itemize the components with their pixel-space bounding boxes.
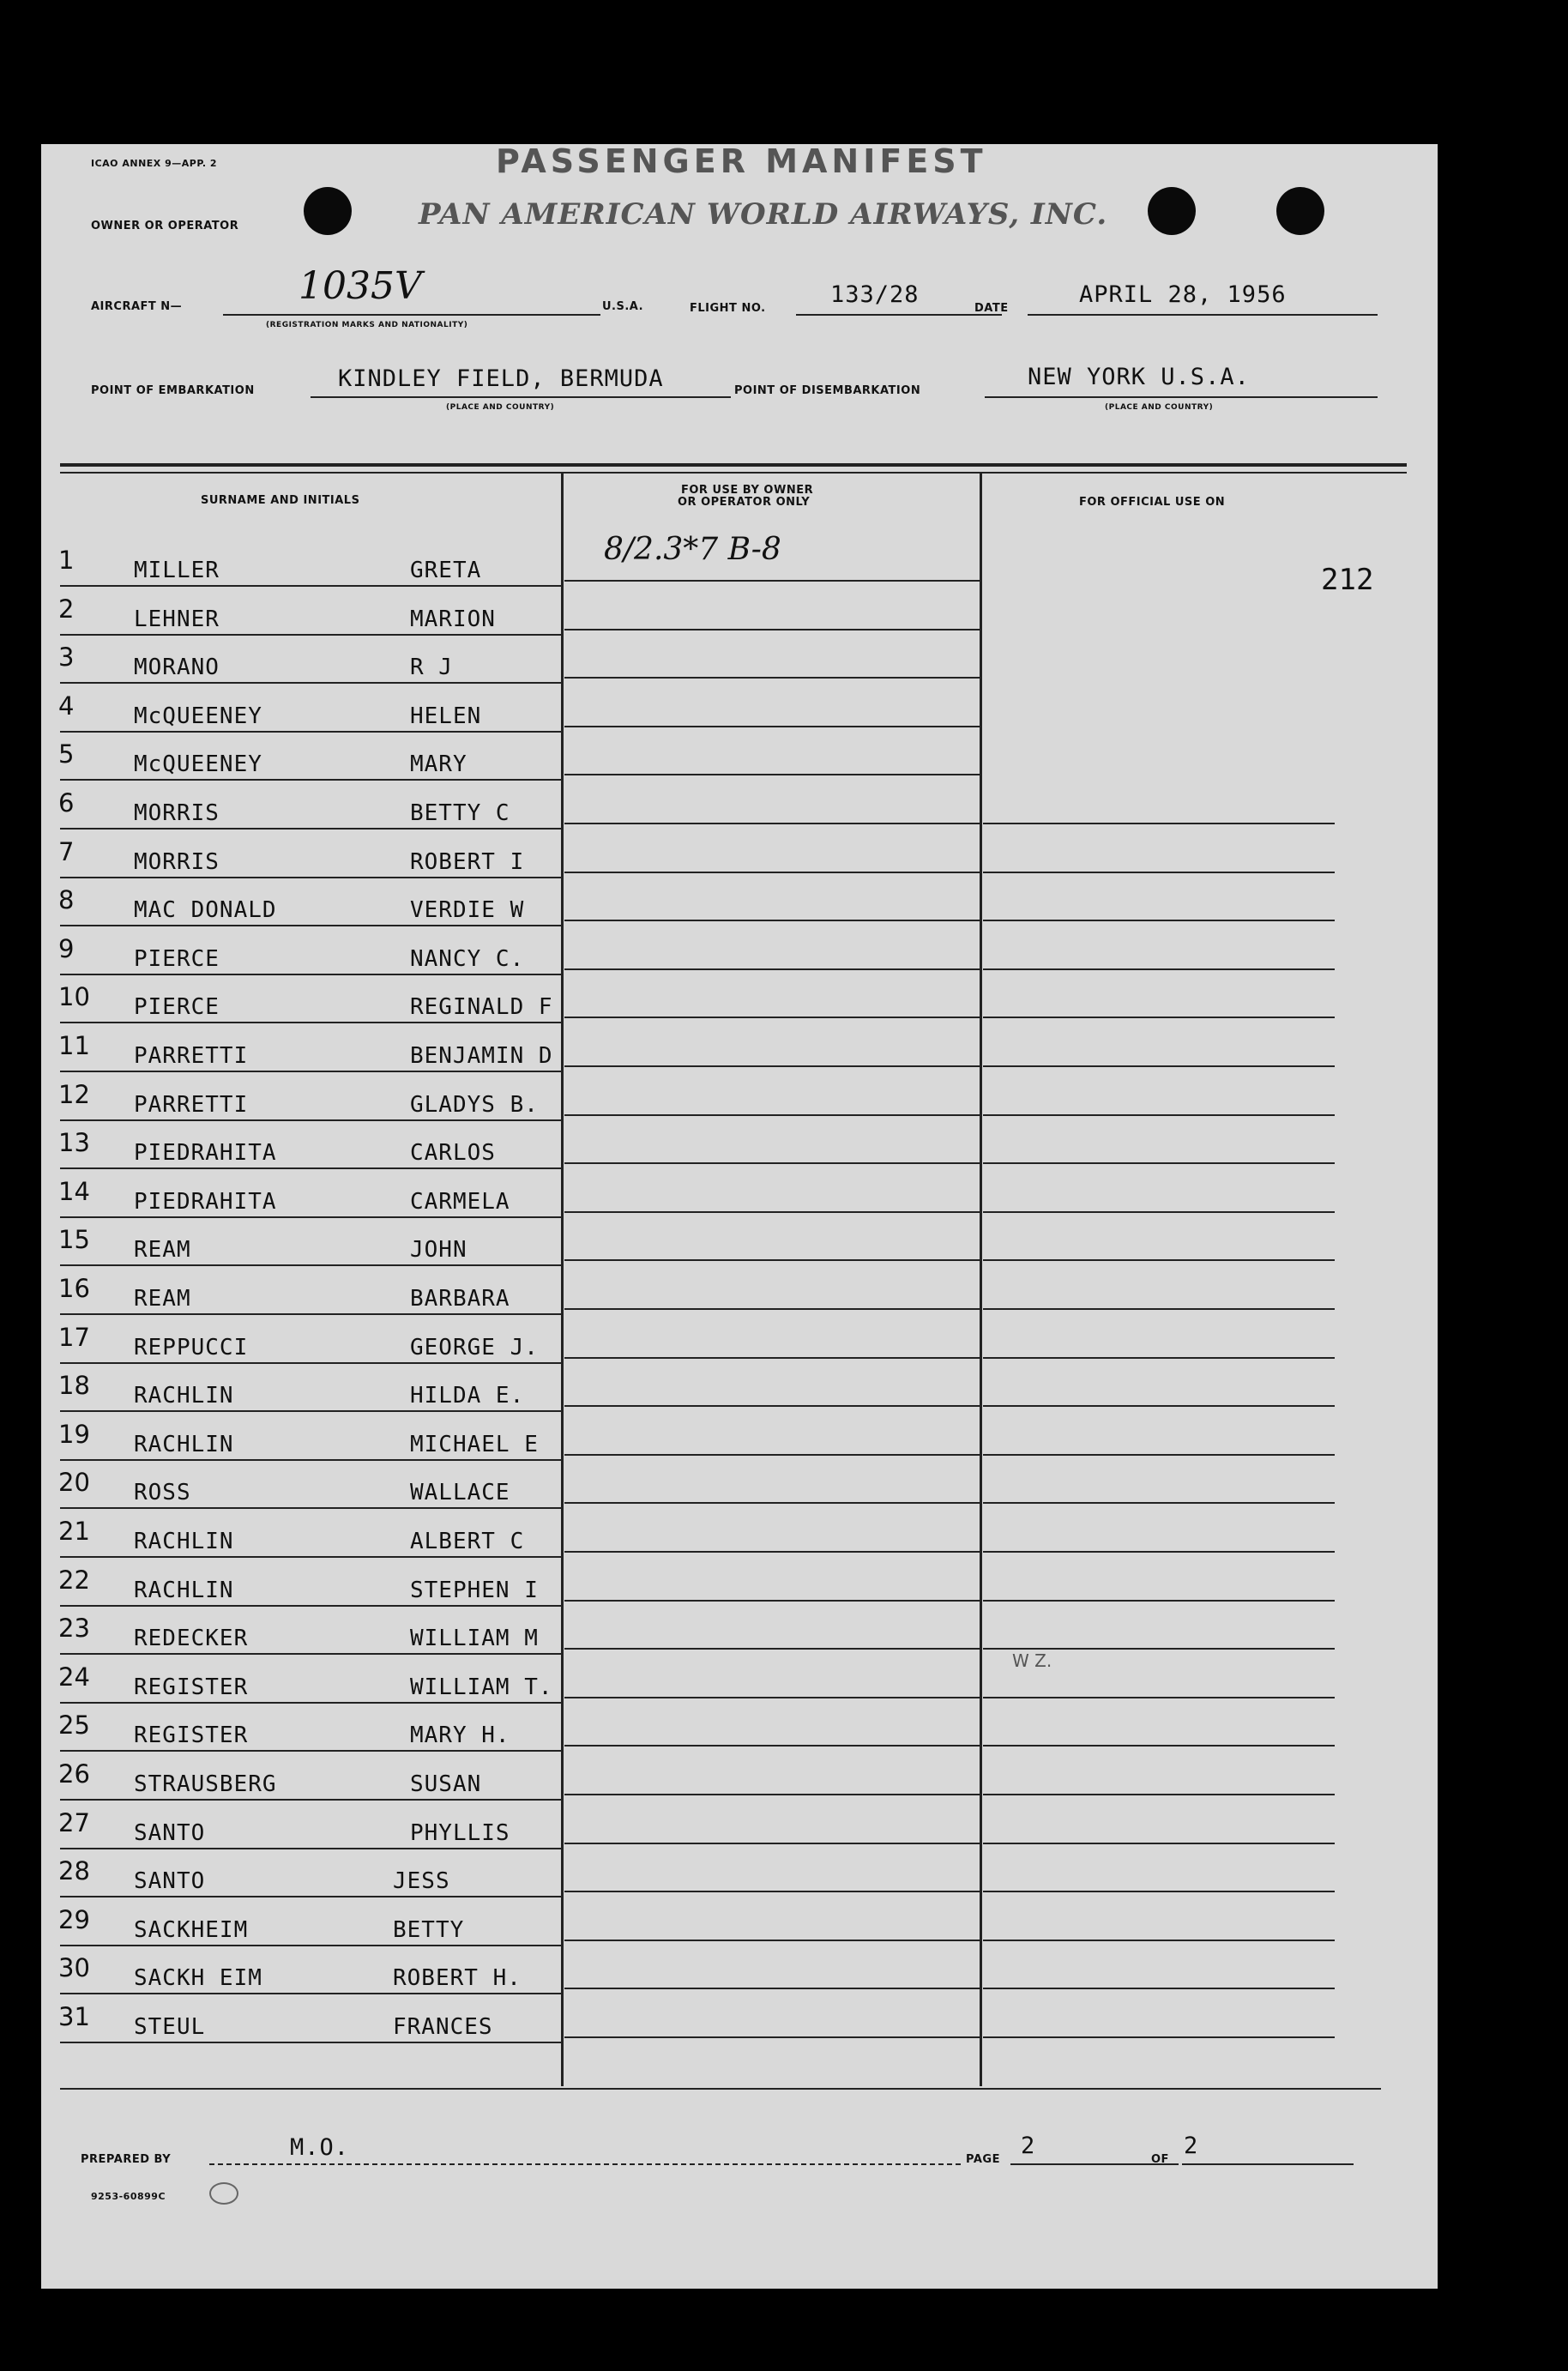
passenger-given-name: NANCY C. xyxy=(410,946,525,972)
passenger-given-name: WILLIAM M xyxy=(410,1626,539,1651)
passenger-surname: SANTO xyxy=(134,1868,206,1894)
row-rule-official xyxy=(983,1648,1335,1650)
row-rule-official xyxy=(983,1843,1335,1844)
row-number: 28 xyxy=(58,1856,90,1885)
passenger-given-name: HILDA E. xyxy=(410,1383,525,1409)
passenger-given-name: SUSAN xyxy=(410,1771,482,1797)
row-rule-owner xyxy=(564,2036,980,2038)
flight-value: 133/28 xyxy=(830,281,920,308)
row-rule-names xyxy=(60,1362,563,1364)
disembarkation-sublabel: (PLACE AND COUNTRY) xyxy=(1105,403,1214,412)
passenger-given-name: WALLACE xyxy=(410,1480,510,1505)
passenger-given-name: ROBERT I xyxy=(410,849,525,875)
row-rule-owner xyxy=(564,774,980,775)
passenger-surname: MORRIS xyxy=(134,849,220,875)
row-rule-official xyxy=(983,1405,1335,1407)
owner-label: OWNER OR OPERATOR xyxy=(91,220,239,232)
row-rule-official xyxy=(983,1017,1335,1018)
column-owner-use-header-2: OR OPERATOR ONLY xyxy=(678,496,811,509)
passenger-surname: STEUL xyxy=(134,2014,206,2040)
row-rule-official xyxy=(983,1114,1335,1116)
row-number: 26 xyxy=(58,1759,90,1789)
row-rule-owner xyxy=(564,872,980,873)
row-number: 6 xyxy=(58,788,75,817)
row-number: 10 xyxy=(58,982,90,1011)
passenger-surname: MORANO xyxy=(134,655,220,680)
row-rule-official xyxy=(983,1697,1335,1698)
of-value: 2 xyxy=(1184,2133,1199,2159)
row-number: 14 xyxy=(58,1177,90,1206)
passenger-surname: MILLER xyxy=(134,558,220,583)
date-value: APRIL 28, 1956 xyxy=(1079,281,1287,308)
aircraft-sublabel: (REGISTRATION MARKS AND NATIONALITY) xyxy=(266,321,468,329)
row-number: 7 xyxy=(58,837,75,866)
row-rule-owner xyxy=(564,968,980,970)
row-rule-names xyxy=(60,585,563,587)
passenger-given-name: CARMELA xyxy=(410,1189,510,1215)
column-official-header: FOR OFFICIAL USE ON xyxy=(1079,496,1226,509)
passenger-surname: MORRIS xyxy=(134,800,220,826)
row-number: 13 xyxy=(58,1128,90,1157)
row-rule-names xyxy=(60,1167,563,1169)
row-rule-owner xyxy=(564,629,980,630)
flight-label: FLIGHT NO. xyxy=(690,302,766,315)
passenger-surname: RACHLIN xyxy=(134,1529,234,1554)
row-rule-owner xyxy=(564,580,980,582)
row-rule-names xyxy=(60,1653,563,1655)
passenger-surname: PARRETTI xyxy=(134,1043,249,1069)
owner-value: PAN AMERICAN WORLD AIRWAYS, INC. xyxy=(419,197,1108,232)
owner-handwritten-note: 8/2.3*7 B-8 xyxy=(604,532,781,567)
row-rule-owner xyxy=(564,1211,980,1213)
row-rule-official xyxy=(983,1745,1335,1747)
row-rule-names xyxy=(60,779,563,781)
punch-hole xyxy=(304,187,352,235)
date-underline xyxy=(1028,314,1378,316)
row-rule-owner xyxy=(564,1988,980,1989)
icao-reference: ICAO ANNEX 9—APP. 2 xyxy=(91,158,218,169)
passenger-surname: REAM xyxy=(134,1286,191,1312)
row-rule-names xyxy=(60,1750,563,1752)
row-rule-official xyxy=(983,1600,1335,1602)
passenger-given-name: REGINALD F xyxy=(410,994,553,1020)
row-number: 27 xyxy=(58,1808,90,1837)
row-number: 5 xyxy=(58,739,75,769)
row-rule-owner xyxy=(564,1454,980,1456)
embarkation-label: POINT OF EMBARKATION xyxy=(91,384,255,397)
passenger-given-name: FRANCES xyxy=(393,2014,493,2040)
row-rule-owner xyxy=(564,1551,980,1553)
row-rule-official xyxy=(983,1454,1335,1456)
row-rule-names xyxy=(60,634,563,636)
passenger-given-name: BETTY xyxy=(393,1917,465,1943)
row-rule-names xyxy=(60,1945,563,1946)
passenger-surname: PIERCE xyxy=(134,994,220,1020)
passenger-given-name: BENJAMIN D xyxy=(410,1043,553,1069)
flight-underline xyxy=(796,314,1002,316)
row-rule-names xyxy=(60,925,563,926)
column-divider-2 xyxy=(980,474,982,2086)
row-number: 23 xyxy=(58,1614,90,1643)
row-number: 4 xyxy=(58,691,75,721)
row-rule-official xyxy=(983,1357,1335,1359)
row-number: 18 xyxy=(58,1371,90,1400)
row-number: 12 xyxy=(58,1080,90,1109)
row-rule-owner xyxy=(564,823,980,824)
row-rule-names xyxy=(60,1459,563,1461)
row-rule-names xyxy=(60,682,563,684)
column-surname-header: SURNAME AND INITIALS xyxy=(201,494,360,507)
row-rule-official xyxy=(983,968,1335,970)
row-number: 19 xyxy=(58,1420,90,1449)
row-number: 8 xyxy=(58,885,75,914)
aircraft-label: AIRCRAFT N— xyxy=(91,300,183,313)
disembarkation-label: POINT OF DISEMBARKATION xyxy=(734,384,921,397)
passenger-given-name: GLADYS B. xyxy=(410,1092,539,1118)
passenger-given-name: BARBARA xyxy=(410,1286,510,1312)
union-label-stamp xyxy=(209,2182,238,2205)
row-rule-names xyxy=(60,974,563,975)
passenger-given-name: CARLOS xyxy=(410,1140,496,1166)
embarkation-value: KINDLEY FIELD, BERMUDA xyxy=(338,365,664,392)
row-rule-official xyxy=(983,1502,1335,1504)
passenger-given-name: GEORGE J. xyxy=(410,1335,539,1360)
header-rule-top xyxy=(60,463,1407,467)
row-rule-names xyxy=(60,1216,563,1218)
passenger-given-name: HELEN xyxy=(410,703,482,729)
passenger-surname: REDECKER xyxy=(134,1626,249,1651)
row-rule-names xyxy=(60,1799,563,1801)
row-rule-names xyxy=(60,1605,563,1607)
row-rule-owner xyxy=(564,1357,980,1359)
row-rule-official xyxy=(983,872,1335,873)
passenger-given-name: MARY xyxy=(410,751,467,777)
row-rule-official xyxy=(983,1211,1335,1213)
date-label: DATE xyxy=(974,302,1009,315)
row-number: 24 xyxy=(58,1662,90,1692)
row-rule-names xyxy=(60,828,563,830)
passenger-given-name: ALBERT C xyxy=(410,1529,525,1554)
row-rule-owner xyxy=(564,1502,980,1504)
row-number: 17 xyxy=(58,1323,90,1352)
footer-rule xyxy=(60,2088,1381,2090)
row-rule-owner xyxy=(564,1891,980,1892)
row-number: 22 xyxy=(58,1566,90,1595)
row-rule-names xyxy=(60,1556,563,1558)
row-rule-names xyxy=(60,877,563,878)
column-divider-1 xyxy=(561,474,564,2086)
row-rule-names xyxy=(60,1507,563,1509)
row-rule-official xyxy=(983,1551,1335,1553)
passenger-surname: McQUEENEY xyxy=(134,751,262,777)
row-rule-official xyxy=(983,1988,1335,1989)
form-title: PASSENGER MANIFEST xyxy=(496,142,987,180)
row-rule-names xyxy=(60,1993,563,1994)
page-value: 2 xyxy=(1021,2133,1036,2159)
row-rule-official xyxy=(983,823,1335,824)
passenger-surname: REPPUCCI xyxy=(134,1335,249,1360)
passenger-surname: McQUEENEY xyxy=(134,703,262,729)
row-number: 3 xyxy=(58,643,75,672)
column-owner-use-header: FOR USE BY OWNER xyxy=(681,484,814,497)
row-rule-owner xyxy=(564,920,980,921)
passenger-surname: PIEDRAHITA xyxy=(134,1189,277,1215)
row-number: 9 xyxy=(58,934,75,963)
row-rule-owner xyxy=(564,1843,980,1844)
prepared-by-value: M.O. xyxy=(290,2134,350,2161)
row-rule-names xyxy=(60,1071,563,1072)
row-rule-names xyxy=(60,731,563,733)
row-number: 15 xyxy=(58,1225,90,1254)
passenger-surname: ROSS xyxy=(134,1480,191,1505)
passenger-given-name: GRETA xyxy=(410,558,482,583)
passenger-given-name: MICHAEL E xyxy=(410,1432,539,1457)
passenger-given-name: STEPHEN I xyxy=(410,1578,539,1603)
of-underline xyxy=(1182,2163,1354,2165)
row-number: 2 xyxy=(58,594,75,624)
row-rule-owner xyxy=(564,677,980,679)
row-rule-owner xyxy=(564,1114,980,1116)
passenger-surname: MAC DONALD xyxy=(134,897,277,923)
aircraft-value: 1035V xyxy=(299,264,422,308)
row-rule-owner xyxy=(564,1162,980,1164)
manifest-sheet xyxy=(41,144,1438,2289)
row-rule-owner xyxy=(564,1794,980,1795)
disembarkation-underline xyxy=(985,396,1378,398)
row-number: 30 xyxy=(58,1953,90,1982)
row-rule-owner xyxy=(564,1745,980,1747)
passenger-surname: SACKH EIM xyxy=(134,1965,262,1991)
row-rule-owner xyxy=(564,1600,980,1602)
row-rule-owner xyxy=(564,1259,980,1261)
row-number: 16 xyxy=(58,1274,90,1303)
punch-hole xyxy=(1148,187,1196,235)
embarkation-underline xyxy=(311,396,731,398)
row-number: 20 xyxy=(58,1468,90,1497)
passenger-surname: REAM xyxy=(134,1237,191,1263)
row-number: 25 xyxy=(58,1710,90,1740)
passenger-surname: SACKHEIM xyxy=(134,1917,249,1943)
passenger-given-name: WILLIAM T. xyxy=(410,1674,553,1700)
row-rule-owner xyxy=(564,1697,980,1698)
header-rule-second xyxy=(60,472,1407,474)
row-rule-official xyxy=(983,1308,1335,1310)
passenger-given-name: VERDIE W xyxy=(410,897,525,923)
row-number: 31 xyxy=(58,2002,90,2031)
row-rule-names xyxy=(60,1313,563,1315)
passenger-surname: REGISTER xyxy=(134,1674,249,1700)
usa-label: U.S.A. xyxy=(602,300,644,313)
passenger-surname: RACHLIN xyxy=(134,1578,234,1603)
row-rule-official xyxy=(983,1794,1335,1795)
passenger-surname: SANTO xyxy=(134,1820,206,1846)
row-rule-owner xyxy=(564,1308,980,1310)
passenger-surname: REGISTER xyxy=(134,1722,249,1748)
form-code: 9253-60899C xyxy=(91,2191,166,2202)
embarkation-sublabel: (PLACE AND COUNTRY) xyxy=(446,403,555,412)
prepared-by-label: PREPARED BY xyxy=(81,2153,172,2166)
row-rule-names xyxy=(60,1896,563,1897)
passenger-given-name: ROBERT H. xyxy=(393,1965,522,1991)
passenger-surname: RACHLIN xyxy=(134,1383,234,1409)
row-rule-official xyxy=(983,1259,1335,1261)
passenger-given-name: JOHN xyxy=(410,1237,467,1263)
row-rule-official xyxy=(983,1891,1335,1892)
of-label: OF xyxy=(1151,2153,1169,2166)
row-number: 1 xyxy=(58,546,75,575)
passenger-given-name: JESS xyxy=(393,1868,450,1894)
passenger-given-name: BETTY C xyxy=(410,800,510,826)
row-rule-owner xyxy=(564,1940,980,1941)
official-mark: W Z. xyxy=(1012,1650,1052,1671)
page-label: PAGE xyxy=(966,2153,1000,2166)
passenger-given-name: MARION xyxy=(410,606,496,632)
row-rule-names xyxy=(60,1022,563,1023)
passenger-surname: PIERCE xyxy=(134,946,220,972)
row-number: 29 xyxy=(58,1905,90,1934)
official-note: 212 xyxy=(1321,563,1374,597)
row-rule-owner xyxy=(564,1065,980,1067)
row-rule-official xyxy=(983,920,1335,921)
row-rule-official xyxy=(983,1162,1335,1164)
row-number: 21 xyxy=(58,1517,90,1546)
aircraft-underline xyxy=(223,314,600,316)
passenger-surname: RACHLIN xyxy=(134,1432,234,1457)
passenger-surname: PARRETTI xyxy=(134,1092,249,1118)
passenger-surname: LEHNER xyxy=(134,606,220,632)
row-rule-owner xyxy=(564,1648,980,1650)
passenger-given-name: R J xyxy=(410,655,453,680)
passenger-given-name: MARY H. xyxy=(410,1722,510,1748)
disembarkation-value: NEW YORK U.S.A. xyxy=(1028,364,1250,390)
prepared-underline xyxy=(209,2163,961,2165)
row-rule-official xyxy=(983,1940,1335,1941)
passenger-surname: STRAUSBERG xyxy=(134,1771,277,1797)
row-rule-names xyxy=(60,1119,563,1121)
passenger-surname: PIEDRAHITA xyxy=(134,1140,277,1166)
row-rule-owner xyxy=(564,1017,980,1018)
row-rule-names xyxy=(60,1702,563,1704)
punch-hole xyxy=(1276,187,1324,235)
passenger-given-name: PHYLLIS xyxy=(410,1820,510,1846)
row-rule-names xyxy=(60,2042,563,2043)
row-number: 11 xyxy=(58,1031,90,1060)
row-rule-names xyxy=(60,1264,563,1266)
row-rule-owner xyxy=(564,726,980,727)
row-rule-names xyxy=(60,1410,563,1412)
row-rule-official xyxy=(983,1065,1335,1067)
row-rule-owner xyxy=(564,1405,980,1407)
row-rule-names xyxy=(60,1848,563,1849)
row-rule-official xyxy=(983,2036,1335,2038)
